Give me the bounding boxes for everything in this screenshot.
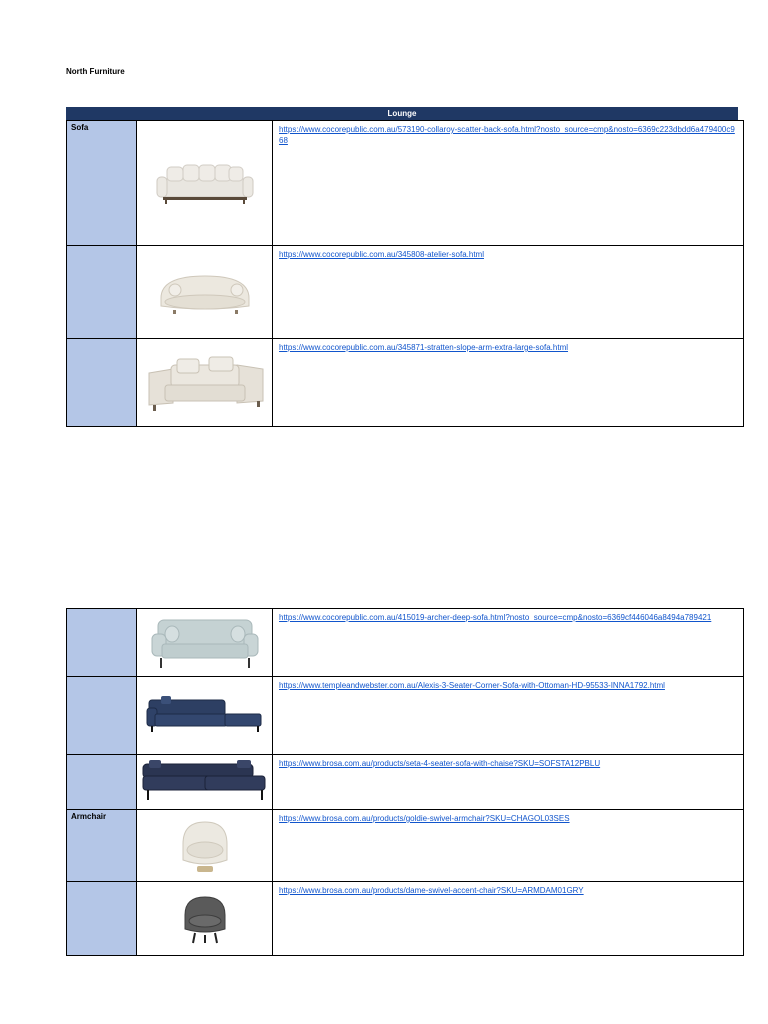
furniture-table-1 bbox=[66, 120, 744, 427]
link-cell bbox=[273, 882, 743, 955]
category-cell bbox=[67, 882, 137, 955]
document-title: North Furniture bbox=[66, 67, 125, 76]
swivel-armchair-grey-icon bbox=[177, 891, 233, 947]
product-image-cell bbox=[137, 246, 273, 338]
product-image-cell bbox=[137, 882, 273, 955]
category-cell bbox=[67, 246, 137, 338]
product-image-cell bbox=[137, 339, 273, 426]
table-row bbox=[67, 677, 743, 755]
corner-sofa-ottoman-icon bbox=[145, 694, 265, 738]
link-cell bbox=[273, 339, 743, 426]
table-row bbox=[67, 339, 743, 426]
product-link[interactable]: https://www.cocorepublic.com.au/573190-collaroy-scatter-back-sofa.html?nosto_source=cmp&nosto=6369c223dbdd6a479400c968 bbox=[279, 125, 735, 145]
table-row bbox=[67, 755, 743, 810]
product-image-cell bbox=[137, 609, 273, 676]
category-cell bbox=[67, 609, 137, 676]
link-cell bbox=[273, 755, 743, 809]
link-cell bbox=[273, 677, 743, 754]
product-image-cell bbox=[137, 677, 273, 754]
sofa-slope-arm-icon bbox=[143, 351, 267, 415]
sofa-archer-icon bbox=[150, 614, 260, 672]
sofa-chaise-icon bbox=[141, 758, 269, 806]
furniture-table-2 bbox=[66, 608, 744, 956]
sofa-curved-icon bbox=[153, 268, 257, 316]
product-image-cell bbox=[137, 121, 273, 245]
link-cell bbox=[273, 810, 743, 881]
product-link[interactable]: https://www.brosa.com.au/products/goldie-swivel-armchair?SKU=CHAGOL03SES bbox=[279, 814, 570, 823]
product-image-cell bbox=[137, 810, 273, 881]
category-cell: Armchair bbox=[67, 810, 137, 881]
sofa-scatter-back-icon bbox=[153, 159, 257, 207]
category-cell bbox=[67, 677, 137, 754]
table-row bbox=[67, 882, 743, 955]
table-row bbox=[67, 609, 743, 677]
table-row bbox=[67, 246, 743, 339]
product-link[interactable]: https://www.brosa.com.au/products/dame-swivel-accent-chair?SKU=ARMDAM01GRY bbox=[279, 886, 584, 895]
product-link[interactable]: https://www.cocorepublic.com.au/415019-archer-deep-sofa.html?nosto_source=cmp&nosto=6369cf446046a8494a789421 bbox=[279, 613, 712, 622]
category-cell bbox=[67, 339, 137, 426]
product-link[interactable]: https://www.brosa.com.au/products/seta-4-seater-sofa-with-chaise?SKU=SOFSTA12PBLU bbox=[279, 759, 601, 768]
table-row bbox=[67, 810, 743, 882]
product-link[interactable]: https://www.templeandwebster.com.au/Alexis-3-Seater-Corner-Sofa-with-Ottoman-HD-95533-INNA1792.html bbox=[279, 681, 665, 690]
link-cell bbox=[273, 121, 743, 245]
link-cell bbox=[273, 246, 743, 338]
link-cell bbox=[273, 609, 743, 676]
product-link[interactable]: https://www.cocorepublic.com.au/345871-stratten-slope-arm-extra-large-sofa.html bbox=[279, 343, 569, 352]
product-image-cell bbox=[137, 755, 273, 809]
product-link[interactable]: https://www.cocorepublic.com.au/345808-atelier-sofa.html bbox=[279, 250, 484, 259]
category-cell bbox=[67, 755, 137, 809]
category-cell: Sofa bbox=[67, 121, 137, 245]
section-header-lounge: Lounge bbox=[66, 107, 738, 120]
table-row bbox=[67, 121, 743, 246]
swivel-armchair-cream-icon bbox=[175, 816, 235, 876]
